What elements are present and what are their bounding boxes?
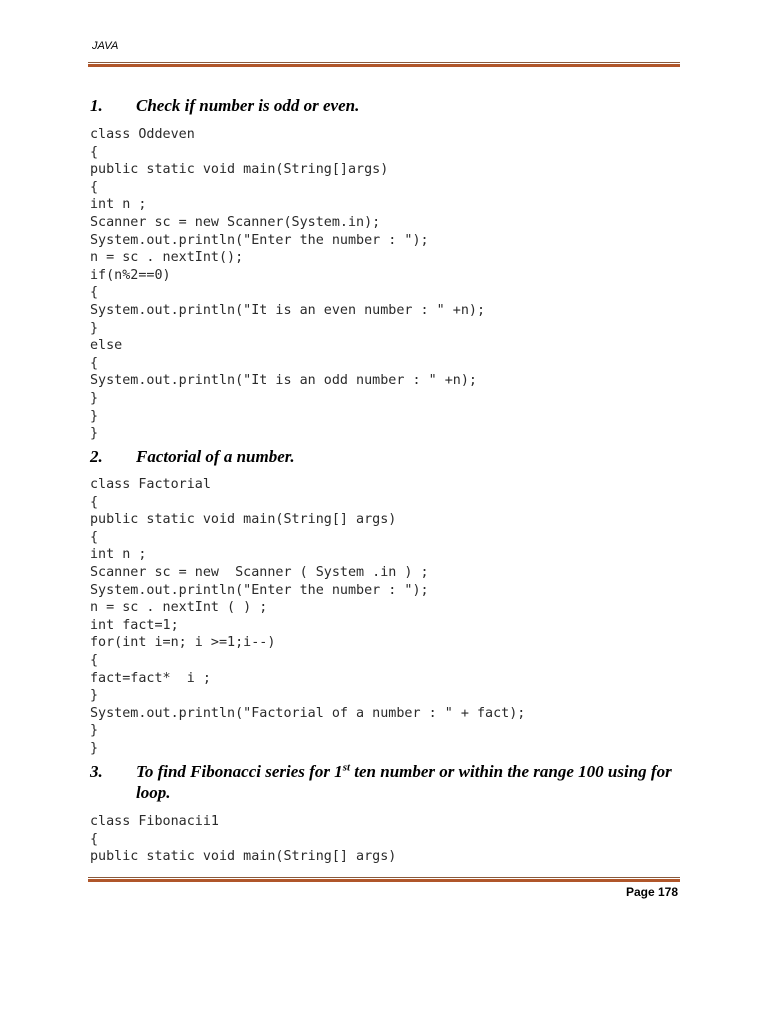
code-line: Scanner sc = new Scanner ( System .in ) ; (90, 564, 429, 580)
code-line: fact=fact* i ; (90, 670, 211, 686)
page-number: Page 178 (625, 885, 678, 899)
code-line: { (90, 144, 99, 160)
code-line: } (90, 320, 99, 336)
code-line: System.out.println("Enter the number : "); (90, 582, 429, 598)
code-line: { (90, 179, 99, 195)
section-number: 1. (90, 96, 103, 115)
code-line: { (90, 652, 99, 668)
code-line: for(int i=n; i >=1;i--) (90, 635, 276, 651)
code-line: n = sc . nextInt ( ) ; (90, 600, 268, 616)
code-line: { (90, 529, 99, 545)
section-title: Check if number is odd or even. (136, 96, 360, 115)
code-block-oddeven (90, 126, 485, 443)
running-header: JAVA (92, 40, 119, 52)
code-line: { (90, 494, 99, 510)
code-line: public static void main(String[] args) (90, 849, 397, 865)
code-line: public static void main(String[] args) (90, 512, 397, 528)
code-line: { (90, 355, 99, 371)
code-line: } (90, 426, 99, 442)
code-block-fibonacci (90, 813, 396, 866)
section-number: 3. (90, 762, 103, 781)
code-line: System.out.println("Factorial of a number : " + fact); (90, 705, 526, 721)
code-block-factorial (90, 476, 525, 758)
code-line: class Factorial (90, 477, 211, 492)
code-line: } (90, 723, 99, 739)
code-line: System.out.println("It is an even number : " +n); (90, 302, 486, 318)
code-line: class Fibonacii1 (90, 814, 219, 829)
code-line: Scanner sc = new Scanner(System.in); (90, 214, 381, 230)
code-line: { (90, 285, 99, 301)
code-line: System.out.println("It is an odd number : " +n); (90, 373, 477, 389)
section-title: Factorial of a number. (136, 447, 295, 466)
footer-rule (88, 877, 680, 882)
code-line: System.out.println("Enter the number : "); (90, 232, 429, 248)
code-line: } (90, 740, 99, 756)
code-line: int n ; (90, 197, 147, 213)
code-line: { (90, 831, 99, 847)
code-line: public static void main(String[]args) (90, 162, 389, 178)
header-rule (88, 62, 680, 67)
section-title: To find Fibonacci series for 1st ten number or within the range 100 using for loop. (136, 761, 672, 802)
code-line: n = sc . nextInt(); (90, 250, 244, 266)
code-line: else (90, 338, 123, 354)
code-line: class Oddeven (90, 127, 195, 142)
code-line: } (90, 390, 99, 406)
code-line: int n ; (90, 547, 147, 563)
code-line: if(n%2==0) (90, 267, 171, 283)
code-line: } (90, 688, 99, 704)
code-line: } (90, 408, 99, 424)
section-number: 2. (90, 447, 103, 466)
code-line: int fact=1; (90, 617, 179, 633)
